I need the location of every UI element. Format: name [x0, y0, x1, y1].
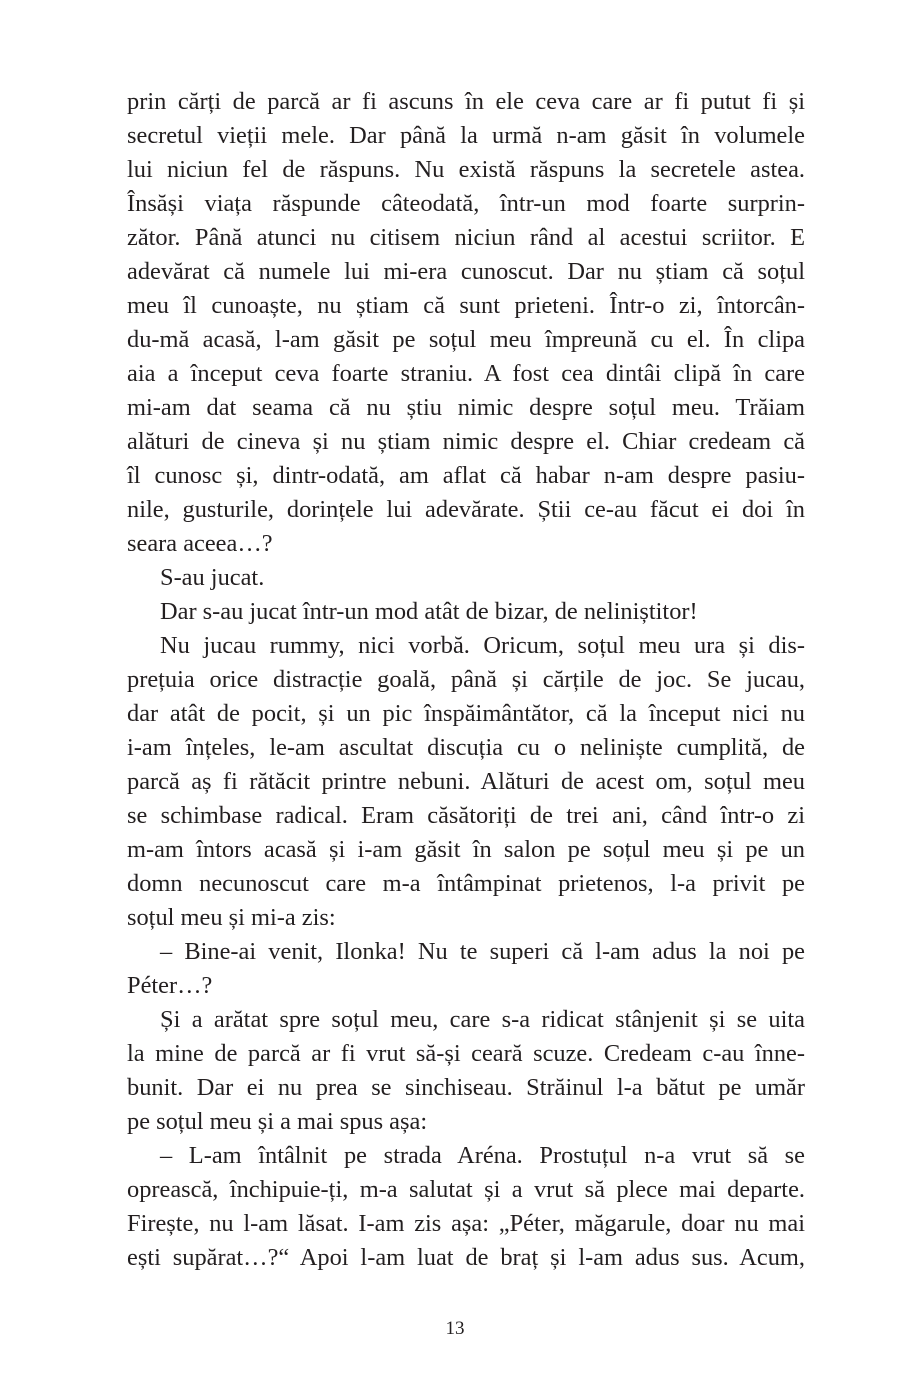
- text-line: – Bine-ai venit, Ilonka! Nu te superi că l-am adus la noi pe: [160, 938, 805, 965]
- text-line: pe soțul meu și a mai spus așa:: [127, 1108, 428, 1135]
- text-line: zător. Până atunci nu citisem niciun rând al acestui scriitor. E: [127, 224, 805, 251]
- text-line: aia a început ceva foarte straniu. A fost cea dintâi clipă în care: [127, 360, 805, 387]
- text-line: oprească, închipuie-ți, m-a salutat și a vrut să plece mai departe.: [127, 1176, 805, 1203]
- text-line: dar atât de pocit, și un pic înspăimântător, că la început nici nu: [127, 700, 805, 727]
- text-line: – L-am întâlnit pe strada Aréna. Prostuțul n-a vrut să se: [160, 1142, 805, 1169]
- text-line: i-am înțeles, le-am ascultat discuția cu o neliniște cumplită, de: [127, 734, 805, 761]
- text-line: la mine de parcă ar fi vrut să-și ceară scuze. Credeam c-au înne-: [127, 1040, 805, 1067]
- text-line: mi-am dat seama că nu știu nimic despre soțul meu. Trăiam: [127, 394, 805, 421]
- text-line: alături de cineva și nu știam nimic despre el. Chiar credeam că: [127, 428, 805, 455]
- text-line: Nu jucau rummy, nici vorbă. Oricum, soțul meu ura și dis-: [160, 632, 805, 659]
- text-line: secretul vieții mele. Dar până la urmă n-am găsit în volumele: [127, 122, 805, 149]
- text-line: meu îl cunoaște, nu știam că sunt prieteni. Într-o zi, întorcân-: [127, 292, 805, 319]
- text-line: Și a arătat spre soțul meu, care s-a ridicat stânjenit și se uita: [160, 1006, 805, 1033]
- text-line: bunit. Dar ei nu prea se sinchiseau. Străinul l-a bătut pe umăr: [127, 1074, 805, 1101]
- text-line: seara aceea…?: [127, 530, 273, 557]
- text-line: Firește, nu l-am lăsat. I-am zis așa: „Péter, măgarule, doar nu mai: [127, 1210, 805, 1237]
- text-line: parcă aș fi rătăcit printre nebuni. Alături de acest om, soțul meu: [127, 768, 805, 795]
- text-line: nile, gusturile, dorințele lui adevărate. Știi ce-au făcut ei doi în: [127, 496, 805, 523]
- text-line: ești supărat…?“ Apoi l-am luat de braț și l-am adus sus. Acum,: [127, 1244, 805, 1271]
- text-line: lui niciun fel de răspuns. Nu există răspuns la secretele astea.: [127, 156, 805, 183]
- text-line: m-am întors acasă și i-am găsit în salon pe soțul meu și pe un: [127, 836, 805, 863]
- text-line: soțul meu și mi-a zis:: [127, 904, 336, 931]
- text-line: îl cunosc și, dintr-odată, am aflat că habar n-am despre pasiu-: [127, 462, 805, 489]
- text-line: domn necunoscut care m-a întâmpinat prietenos, l-a privit pe: [127, 870, 805, 897]
- page-body: [127, 85, 805, 1275]
- text-line: Péter…?: [127, 972, 213, 999]
- text-line: du-mă acasă, l-am găsit pe soțul meu împreună cu el. În clipa: [127, 326, 805, 353]
- text-line: S-au jucat.: [160, 564, 265, 591]
- text-line: Însăși viața răspunde câteodată, într-un mod foarte surprin-: [127, 190, 805, 217]
- text-line: se schimbase radical. Eram căsătoriți de trei ani, când într-o zi: [127, 802, 805, 829]
- text-line: adevărat că numele lui mi-era cunoscut. Dar nu știam că soțul: [127, 258, 805, 285]
- text-line: prin cărți de parcă ar fi ascuns în ele ceva care ar fi putut fi și: [127, 88, 805, 115]
- page-number: 13: [445, 1318, 465, 1339]
- text-line: prețuia orice distracție goală, până și cărțile de joc. Se jucau,: [127, 666, 805, 693]
- text-line: Dar s-au jucat într-un mod atât de bizar, de neliniștitor!: [160, 598, 698, 625]
- body-text: [127, 85, 805, 1275]
